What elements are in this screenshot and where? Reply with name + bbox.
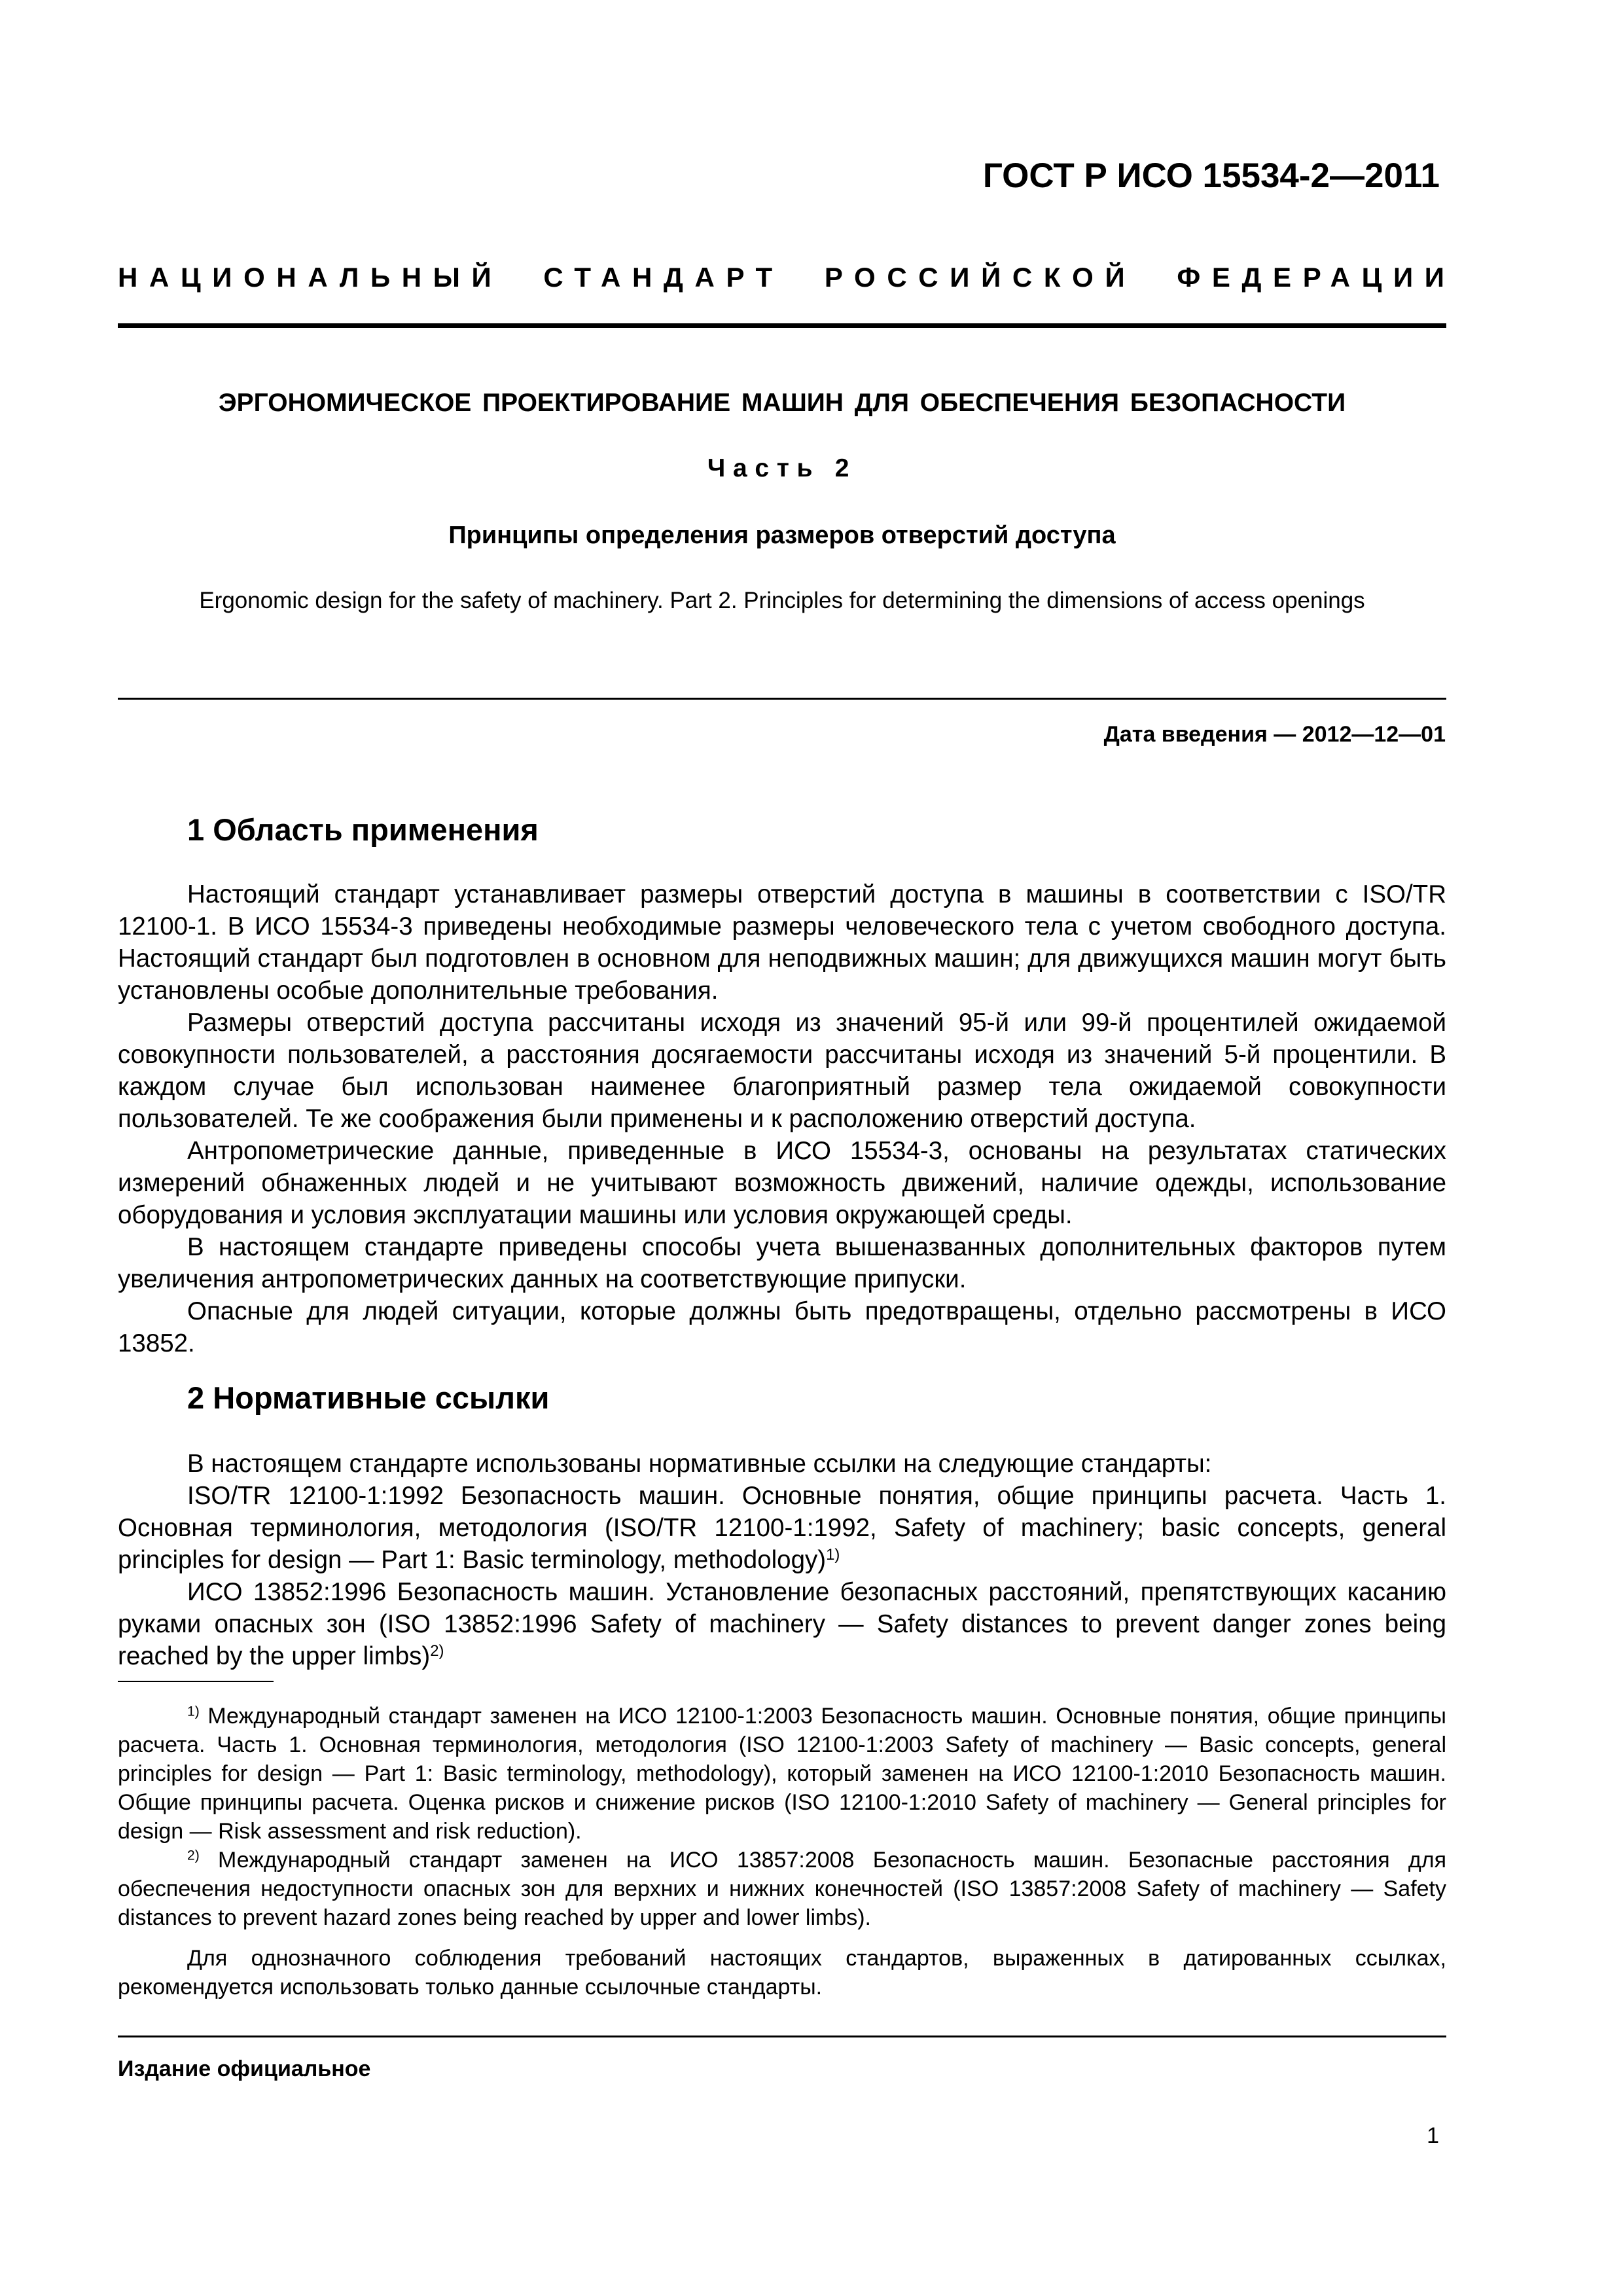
edition-label: Издание официальное bbox=[118, 2056, 371, 2081]
section-references-body bbox=[118, 1448, 1446, 1672]
footnote-marker: 2) bbox=[187, 1848, 200, 1863]
english-title: Ergonomic design for the safety of machinery. Part 2. Principles for determining the dimensions of access openings bbox=[199, 588, 1365, 613]
footnote-marker[interactable]: 1) bbox=[826, 1545, 840, 1564]
paragraph: Опасные для людей ситуации, которые должны быть предотвращены, отдельно рассмотрены в ИСО 13852. bbox=[118, 1297, 1446, 1357]
footnote-text: Международный стандарт заменен на ИСО 12100-1:2003 Безопасность машин. Основные понятия, общие принципы расчета. Часть 1. Основная терминология, методология (ISO 12100-1:2003 Safety of machinery — Basic concepts, general principles for design — Part 1: Basic terminology, methodology), который заменен на ИСО 12100-1:2010 Безопасность машин. Общие принципы расчета. Оценка рисков и снижение рисков (ISO 12100-1:2010 Safety of machinery — General principles for design — Risk assessment and risk reduction). bbox=[118, 1704, 1446, 1844]
reference-text: ISO/TR 12100-1:1992 Безопасность машин. Основные понятия, общие принципы расчета. Часть 1. Основная терминология, методология (ISO/TR 12100-1:1992, Safety of machinery; basic concepts, general principles for design — Part 1: Basic terminology, methodology) bbox=[118, 1482, 1446, 1574]
footnote-separator bbox=[118, 1681, 274, 1682]
footnotes bbox=[118, 1702, 1446, 2001]
page-number: 1 bbox=[1427, 2123, 1439, 2148]
national-standard-heading bbox=[118, 262, 1456, 293]
national-standard-word: РОССИЙСКОЙ bbox=[824, 262, 1137, 293]
footer-divider bbox=[118, 2036, 1446, 2037]
document-title: ЭРГОНОМИЧЕСКОЕ ПРОЕКТИРОВАНИЕ МАШИН ДЛЯ ОБЕСПЕЧЕНИЯ БЕЗОПАСНОСТИ bbox=[218, 389, 1346, 417]
paragraph: В настоящем стандарте приведены способы учета вышеназванных дополнительных факторов путем увеличения антропометрических данных на соответствующие припуски. bbox=[118, 1233, 1446, 1293]
national-standard-word: НАЦИОНАЛЬНЫЙ bbox=[118, 262, 503, 293]
national-standard-word: СТАНДАРТ bbox=[543, 262, 784, 293]
section-scope-body bbox=[118, 878, 1446, 1359]
title-divider bbox=[118, 698, 1446, 700]
footnote-marker[interactable]: 2) bbox=[430, 1641, 444, 1660]
paragraph: Настоящий стандарт устанавливает размеры отверстий доступа в машины в соответствии с ISO/TR 12100-1. В ИСО 15534-3 приведены необходимые размеры человеческого тела с учетом свободного доступа. Настоящий стандарт был подготовлен в основном для неподвижных машин; для движущихся машин могут быть установлены особые дополнительные требования. bbox=[118, 880, 1446, 1005]
footnote-marker: 1) bbox=[187, 1704, 200, 1719]
footnote bbox=[118, 1846, 1446, 1932]
reference-item bbox=[118, 1480, 1446, 1576]
national-standard-word: ФЕДЕРАЦИИ bbox=[1177, 262, 1456, 293]
paragraph: Размеры отверстий доступа рассчитаны исходя из значений 95-й или 99-й процентилей ожидаемой совокупности пользователей, а расстояния досягаемости рассчитаны исходя из значений 5-й процентили. В каждом случае был использован наименее благоприятный размер тела ожидаемой совокупности пользователей. Те же соображения были применены и к расположению отверстий доступа. bbox=[118, 1009, 1446, 1133]
dated-references-note: Для однозначного соблюдения требований настоящих стандартов, выраженных в датированных ссылках, рекомендуется использовать только данные ссылочные стандарты. bbox=[118, 1946, 1446, 2000]
reference-item bbox=[118, 1576, 1446, 1672]
footnote-text: Международный стандарт заменен на ИСО 13857:2008 Безопасность машин. Безопасные расстояния для обеспечения недоступности опасных зон для верхних и нижних конечностей (ISO 13857:2008 Safety of machinery — Safety distances to prevent hazard zones being reached by upper and lower limbs). bbox=[118, 1848, 1446, 1930]
standard-code: ГОСТ Р ИСО 15534-2—2011 bbox=[982, 156, 1440, 195]
section-heading-normative-references: 2 Нормативные ссылки bbox=[187, 1380, 550, 1415]
paragraph: В настоящем стандарте использованы нормативные ссылки на следующие стандарты: bbox=[187, 1450, 1212, 1478]
paragraph: Антропометрические данные, приведенные в ИСО 15534-3, основаны на результатах статических измерений обнаженных людей и не учитывают возможность движений, наличие одежды, использование оборудования и условия эксплуатации машины или условия окружающей среды. bbox=[118, 1137, 1446, 1229]
header-divider bbox=[118, 323, 1446, 328]
introduction-date: Дата введения — 2012—12—01 bbox=[1103, 722, 1446, 747]
part-label: Часть 2 bbox=[707, 454, 857, 482]
reference-text: ИСО 13852:1996 Безопасность машин. Установление безопасных расстояний, препятствующих касанию руками опасных зон (ISO 13852:1996 Safety of machinery — Safety distances to prevent danger zones being reached by the upper limbs) bbox=[118, 1578, 1446, 1670]
document-subtitle: Принципы определения размеров отверстий доступа bbox=[448, 522, 1116, 549]
footnote bbox=[118, 1702, 1446, 1846]
section-heading-scope: 1 Область применения bbox=[187, 812, 539, 847]
